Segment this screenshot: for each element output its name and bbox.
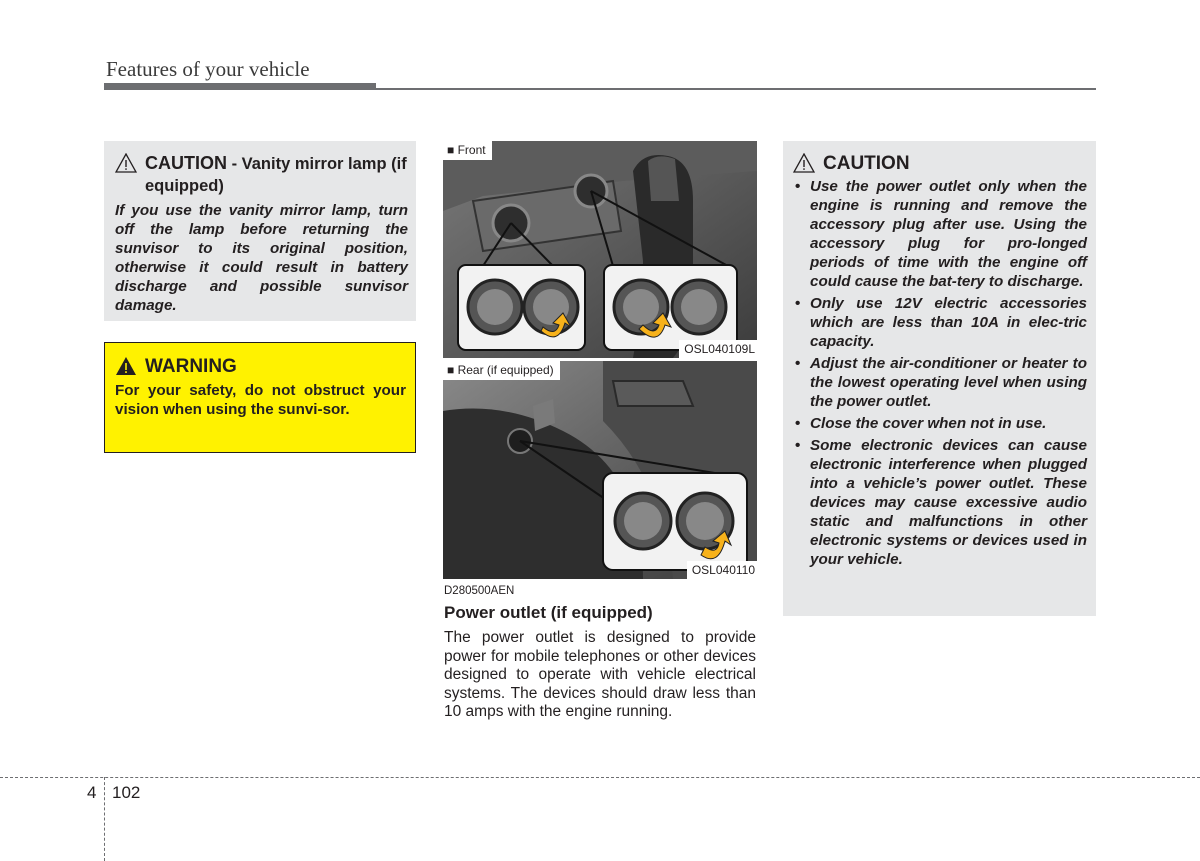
front-console-illustration [443,141,757,358]
figure-label-rear: ■ Rear (if equipped) [443,361,560,380]
warning-heading [115,356,406,377]
caution-title: CAUTION [145,153,227,173]
bullet: • [795,178,801,195]
section-body: The power outlet is designed to provide power for mobile telephones or other devices designed to operate with vehicle electrical systems. The devices should draw less than 10 amps with the engine running. [444,629,756,720]
caution-box-vanity-mirror [104,141,416,321]
caution-list-item [793,354,1087,411]
bullet: • [795,355,801,372]
caution-list [793,177,1087,569]
bullet: • [795,295,801,312]
caution-subtitle: - Vanity mirror lamp (if equipped) [145,155,407,195]
caution-title: CAUTION [823,153,910,174]
section-title: Power outlet (if equipped) [444,603,653,622]
figure-front-power-outlet [443,141,757,358]
caution-list-item [793,436,1087,569]
page-header-title: Features of your vehicle [106,57,310,81]
caution-list-item [793,177,1087,291]
caution-item-text: Use the power outlet only when the engine is running and remove the accessory plug after use. Using the accessory plug for pro-longed periods of time with the engine off could cause the bat-tery to discharge. [810,178,1087,290]
footer-rule [0,777,1200,778]
caution-body: If you use the vanity mirror lamp, turn off the lamp before returning the sunvisor to its original position, otherwise it could result in battery discharge and possible sunvisor damage. [115,202,408,314]
header-rule [104,88,1096,90]
bullet: • [795,415,801,432]
caution-box-power-outlet [783,141,1096,616]
chapter-number: 4 [87,783,97,802]
caution-item-text: Adjust the air-conditioner or heater to the lowest operating level when using the power outlet. [810,355,1087,410]
caution-heading [793,153,1087,174]
caution-item-text: Only use 12V electric accessories which are less than 10A in elec-tric capacity. [810,295,1087,350]
caution-heading [115,153,408,197]
figure-rear-power-outlet [443,361,757,579]
warning-box [104,342,416,453]
document-code: D280500AEN [444,585,515,597]
bullet: • [795,437,801,454]
warning-title: WARNING [145,356,237,377]
caution-item-text: Some electronic devices can cause electronic interference when plugged into a vehicle’s power outlet. These devices may cause excessive audio static and malfunctions in other electronic systems or devices used in your vehicle. [810,437,1087,568]
warning-body: For your safety, do not obstruct your vision when using the sunvi-sor. [115,382,406,418]
figure-code-rear: OSL040110 [687,561,757,579]
rear-cargo-illustration [443,361,757,579]
footer-divider [104,777,105,861]
warning-triangle-icon [115,356,137,376]
caution-triangle-icon [115,153,137,173]
caution-item-text: Close the cover when not in use. [810,415,1047,432]
page-number: 102 [112,783,141,802]
caution-list-item [793,414,1087,433]
figure-label-front: ■ Front [443,141,492,160]
caution-list-item [793,294,1087,351]
figure-code-front: OSL040109L [679,340,757,358]
caution-triangle-icon [793,153,815,173]
